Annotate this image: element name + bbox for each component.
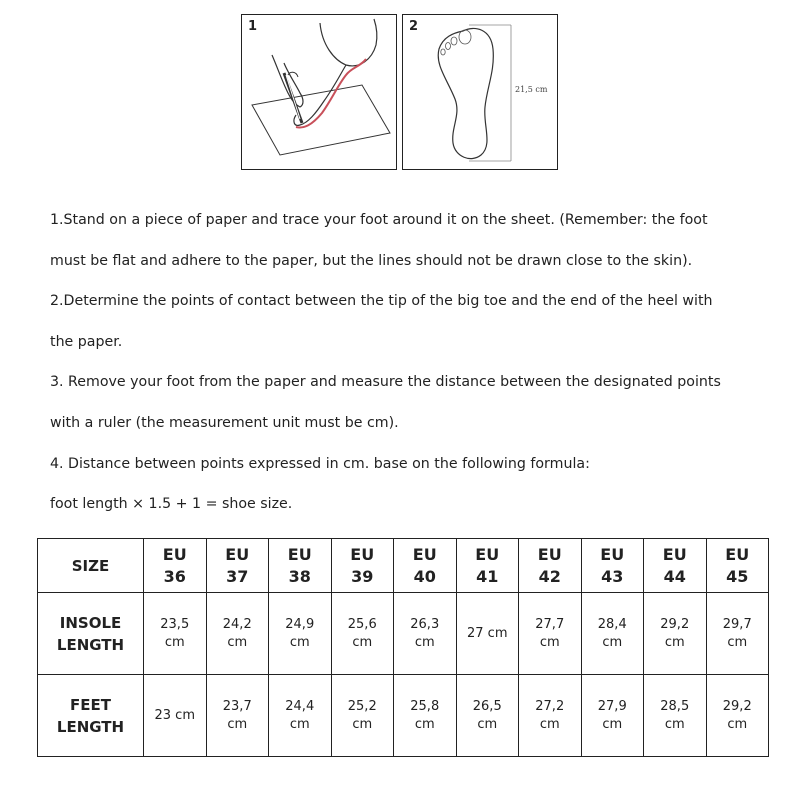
size-cell: EU 45 [706, 539, 769, 593]
feet-cell: 27,9 cm [581, 675, 644, 757]
feet-cell: 25,8 cm [394, 675, 457, 757]
size-cell: EU 39 [331, 539, 394, 593]
instruction-line: with a ruler (the measurement unit must be cm). [50, 414, 399, 431]
size-cell: EU 42 [519, 539, 582, 593]
instruction-line: 3. Remove your foot from the paper and measure the distance between the designated points [50, 374, 721, 391]
insole-cell: 27,7 cm [519, 593, 582, 675]
feet-cell: 23 cm [144, 675, 207, 757]
feet-cell: 27,2 cm [519, 675, 582, 757]
leg-shape [320, 19, 377, 66]
feet-cell: 25,2 cm [331, 675, 394, 757]
instruction-line: foot length × 1.5 + 1 = shoe size. [50, 496, 293, 513]
insole-cell: 24,9 cm [269, 593, 332, 675]
insole-cell: 24,2 cm [206, 593, 269, 675]
insole-header: INSOLE LENGTH [38, 593, 144, 675]
size-cell: EU 38 [269, 539, 332, 593]
size-cell: EU 40 [394, 539, 457, 593]
size-cell: EU 44 [644, 539, 707, 593]
instruction-line: the paper. [50, 333, 123, 350]
size-table [37, 538, 769, 757]
insole-cell: 26,3 cm [394, 593, 457, 675]
figure-number: 1 [248, 19, 258, 34]
toe-shape [441, 49, 445, 55]
foot-tracing-illustration [242, 15, 398, 171]
feet-header: FEET LENGTH [38, 675, 144, 757]
feet-cell: 28,5 cm [644, 675, 707, 757]
instruction-line: 1.Stand on a piece of paper and trace your foot around it on the sheet. (Remember: the foot [50, 212, 708, 228]
toe-shape [459, 30, 471, 44]
instructions [50, 200, 780, 525]
toe-shape [451, 37, 457, 45]
trace-line-shape [296, 59, 366, 127]
size-cell: EU 41 [456, 539, 519, 593]
figure-measure-foot [402, 14, 558, 170]
feet-cell: 29,2 cm [706, 675, 769, 757]
figure-trace-foot [241, 14, 397, 170]
size-cell: EU 36 [144, 539, 207, 593]
foot-outline-shape [438, 28, 493, 158]
insole-cell: 23,5 cm [144, 593, 207, 675]
size-cell: EU 43 [581, 539, 644, 593]
measurement-label: 21,5 cm [515, 85, 548, 94]
toe-shape [446, 43, 451, 50]
size-cell: EU 37 [206, 539, 269, 593]
instruction-line: 4. Distance between points expressed in cm. base on the following formula: [50, 455, 590, 472]
insole-cell: 27 cm [456, 593, 519, 675]
instruction-line: 2.Determine the points of contact between the tip of the big toe and the end of the heel with [50, 293, 713, 310]
feet-cell: 24,4 cm [269, 675, 332, 757]
paper-sheet-shape [252, 85, 390, 155]
insole-cell: 29,7 cm [706, 593, 769, 675]
insole-cell: 28,4 cm [581, 593, 644, 675]
size-row [38, 539, 769, 593]
feet-row [38, 675, 769, 757]
insole-cell: 29,2 cm [644, 593, 707, 675]
instruction-line: must be flat and adhere to the paper, but the lines should not be drawn close to the skin). [50, 252, 693, 269]
size-header: SIZE [38, 539, 144, 593]
feet-cell: 23,7 cm [206, 675, 269, 757]
insole-row [38, 593, 769, 675]
feet-cell: 26,5 cm [456, 675, 519, 757]
figure-number: 2 [409, 19, 419, 34]
insole-cell: 25,6 cm [331, 593, 394, 675]
